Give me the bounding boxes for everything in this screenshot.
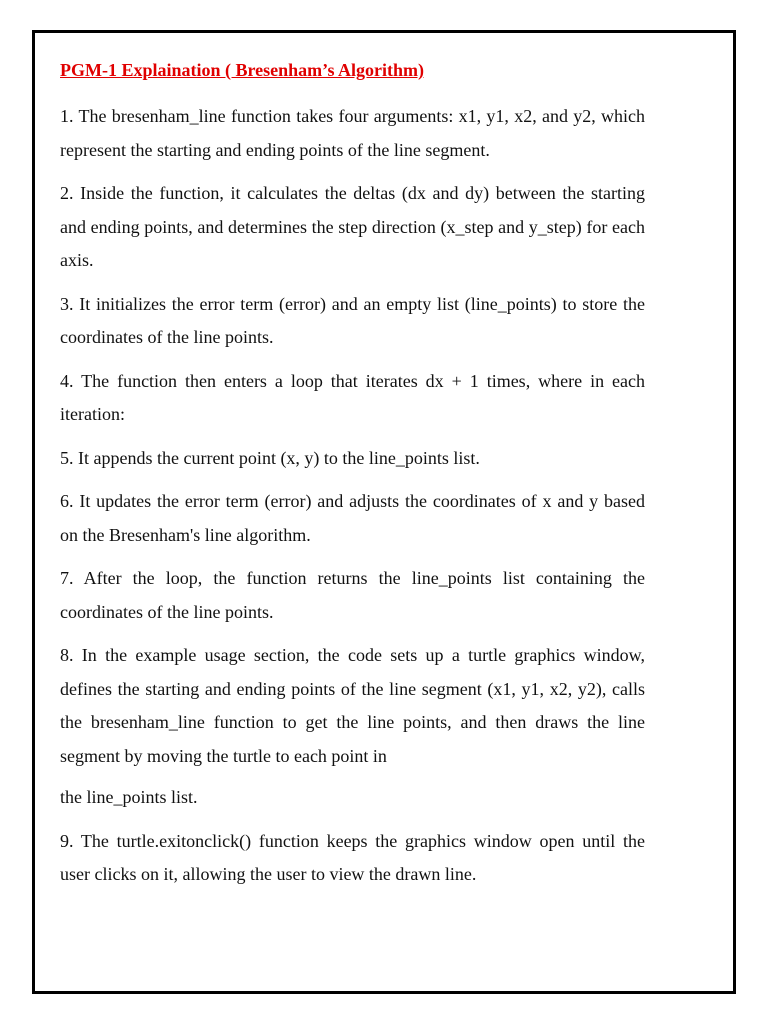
paragraph-6: 6. It updates the error term (error) and adjusts the coordinates of x and y based on the Bresenham's line algorithm. bbox=[60, 491, 645, 545]
paragraph-8: 8. In the example usage section, the code sets up a turtle graphics window, defines the starting and ending points of the line segment (x1, y1, x2, y2), calls the bresenham_line function to get the line points, and then draws the line segment by moving the turtle to each point in bbox=[60, 645, 645, 766]
paragraph-2: 2. Inside the function, it calculates the deltas (dx and dy) between the starting and ending points, and determines the step direction (x_step and y_step) for each axis. bbox=[60, 183, 645, 270]
document-body bbox=[60, 58, 645, 902]
document-heading: PGM-1 Explaination ( Bresenham’s Algorithm) bbox=[60, 60, 424, 80]
paragraph-9: 9. The turtle.exitonclick() function keeps the graphics window open until the user clicks on it, allowing the user to view the drawn line. bbox=[60, 830, 645, 884]
paragraph-8-continuation: the line_points list. bbox=[60, 787, 198, 807]
paragraph-5: 5. It appends the current point (x, y) to the line_points list. bbox=[60, 447, 480, 468]
paragraph-3: 3. It initializes the error term (error) and an empty list (line_points) to store the coordinates of the line points. bbox=[60, 293, 645, 347]
paragraph-4: 4. The function then enters a loop that iterates dx + 1 times, where in each iteration: bbox=[60, 370, 645, 424]
paragraph-1: 1. The bresenham_line function takes four arguments: x1, y1, x2, and y2, which represent the starting and ending points of the line segment. bbox=[60, 106, 645, 160]
paragraph-7: 7. After the loop, the function returns the line_points list containing the coordinates of the line points. bbox=[60, 568, 645, 622]
